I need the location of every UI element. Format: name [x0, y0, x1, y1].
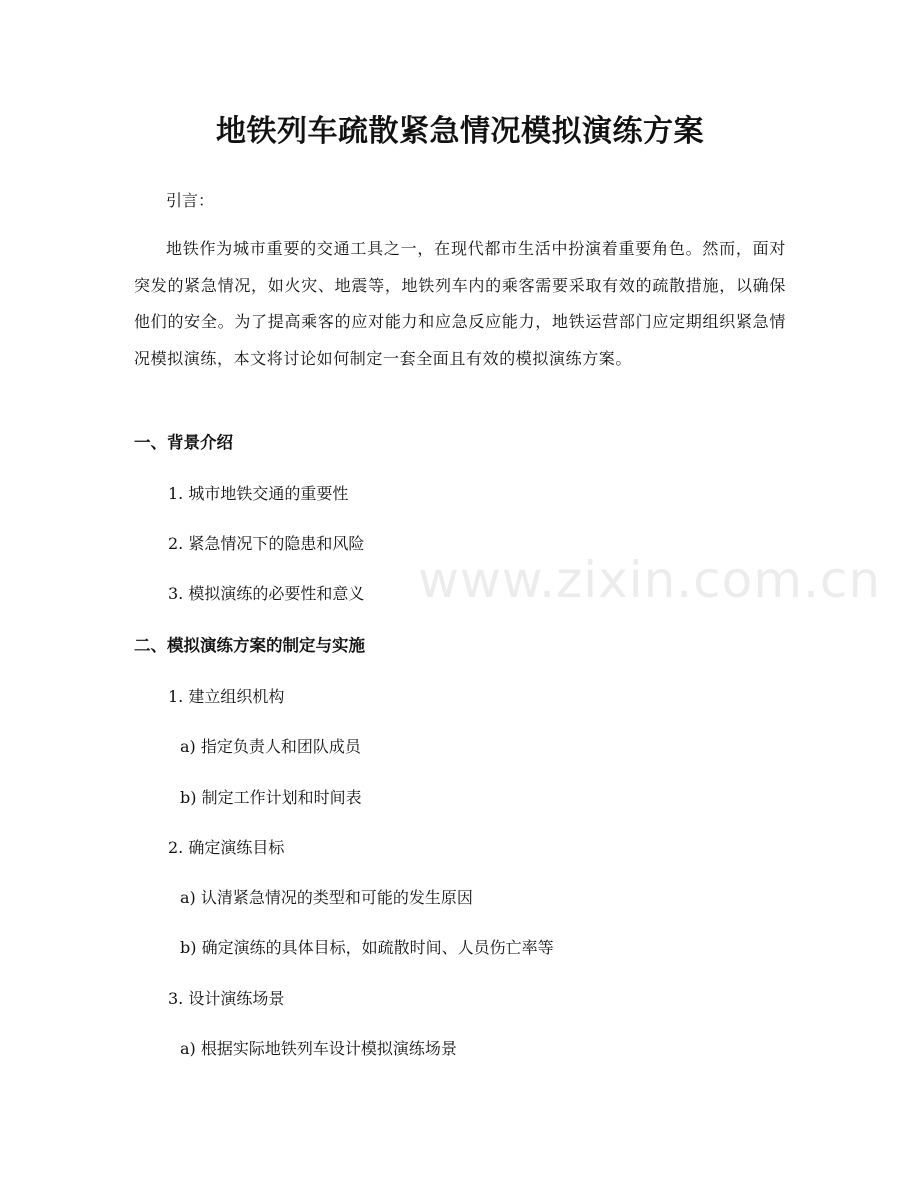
intro-label: 引言：	[166, 191, 215, 210]
list-item: 3. 模拟演练的必要性和意义	[168, 584, 365, 603]
list-item: 2. 紧急情况下的隐患和风险	[168, 534, 365, 553]
list-item: 2. 确定演练目标	[168, 838, 285, 857]
list-item: 1. 城市地铁交通的重要性	[168, 484, 349, 503]
intro-paragraph: 地铁作为城市重要的交通工具之一，在现代都市生活中扮演着重要角色。然而，面对突发的紧急情况，如火灾、地震等，地铁列车内的乘客需要采取有效的疏散措施，以确保他们的安全。为了提高乘客的应对能力和应急反应能力，地铁运营部门应定期组织紧急情况模拟演练，本文将讨论如何制定一套全面且有效的模拟演练方案。	[134, 239, 786, 368]
document-title: 地铁列车疏散紧急情况模拟演练方案	[216, 114, 704, 149]
watermark: www.zixin.com.cn	[418, 551, 882, 609]
section-heading-background: 一、背景介绍	[134, 433, 233, 452]
list-item: 1. 建立组织机构	[168, 687, 285, 706]
sub-list-item: a) 根据实际地铁列车设计模拟演练场景	[180, 1039, 457, 1058]
sub-list-item: b) 确定演练的具体目标，如疏散时间、人员伤亡率等	[180, 938, 554, 957]
sub-list-item: a) 指定负责人和团队成员	[180, 737, 361, 756]
sub-list-item: b) 制定工作计划和时间表	[180, 788, 362, 807]
sub-list-item: a) 认清紧急情况的类型和可能的发生原因	[180, 888, 473, 907]
section-heading-plan: 二、模拟演练方案的制定与实施	[134, 636, 365, 655]
list-item: 3. 设计演练场景	[168, 989, 285, 1008]
